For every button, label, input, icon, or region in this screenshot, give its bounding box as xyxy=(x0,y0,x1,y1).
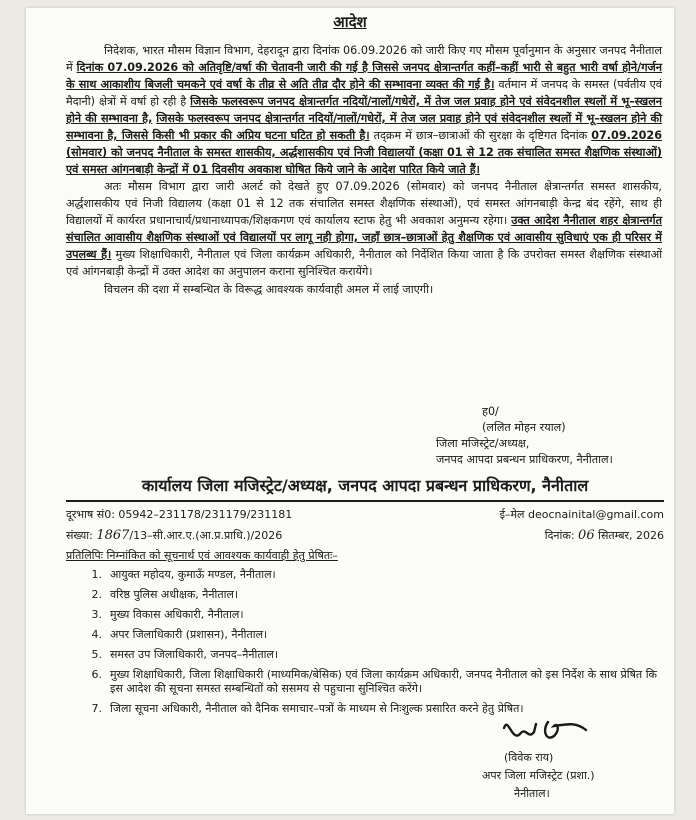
list-item-text: अपर जिलाधिकारी (प्रशासन), नैनीताल। xyxy=(110,628,268,641)
phone-number: दूरभाष सं0: 05942–231178/231179/231181 xyxy=(66,508,293,521)
list-item-number: 2. xyxy=(91,588,102,601)
para1-text-a: निदेशक, भारत मौसम विज्ञान विभाग, देहरादून द्वारा दिनांक 06.09.2026 को जारी किए गए मौसम पूर्वानुमान के अनुसार जनपद नैनीताल में xyxy=(66,44,662,74)
document-title: आदेश xyxy=(333,13,367,31)
list-item-text: समस्त उप जिलाधिकारी, जनपद–नैनीताल। xyxy=(110,648,279,661)
para1-text-d: तद्क्रम में छात्र–छात्राओं की सुरक्षा के दृष्टिगत दिनांक xyxy=(369,129,592,142)
list-item xyxy=(66,588,664,602)
list-item-text: वरिष्ठ पुलिस अधीक्षक, नैनीताल। xyxy=(110,588,239,601)
list-item-number: 4. xyxy=(91,628,102,641)
list-item xyxy=(66,648,664,662)
list-item-text: जिला सूचना अधिकारी, नैनीताल को दैनिक समाचार–पत्रों के माध्यम से निःशुल्क प्रसारित करने हेतु प्रेषित। xyxy=(110,702,524,715)
list-item-number: 1. xyxy=(91,568,102,581)
order-body xyxy=(66,42,662,298)
list-item-text: मुख्य विकास अधिकारी, नैनीताल। xyxy=(110,608,244,621)
list-item xyxy=(66,628,664,642)
dm-authority: जनपद आपदा प्रबन्धन प्राधिकरण, नैनीताल। xyxy=(436,453,613,466)
list-item-number: 3. xyxy=(91,608,102,621)
reference-label: संख्या: xyxy=(66,529,93,542)
office-heading: कार्यालय जिला मजिस्ट्रेट/अध्यक्ष, जनपद आपदा प्रबन्धन प्राधिकरण, नैनीताल xyxy=(66,474,664,502)
list-item xyxy=(66,668,664,696)
paragraph-3: विचलन की दशा में सम्बन्धित के विरूद्ध आवश्यक कार्यवाही अमल में लाई जाएगी। xyxy=(104,283,434,296)
list-item-number: 7. xyxy=(91,702,102,715)
adm-designation: अपर जिला मजिस्ट्रेट (प्रशा.) xyxy=(482,769,595,782)
contact-row xyxy=(66,507,664,522)
dm-name: (ललित मोहन रयाल) xyxy=(482,421,566,434)
date-handwritten-day: 06 xyxy=(578,528,595,543)
list-item xyxy=(66,608,664,622)
para2-text-a: अतः मौसम विभाग द्वारा जारी अलर्ट को देखते हुए 07.09.2026 (सोमवार) को जनपद नैनीताल क्षेत्रान्तर्गत समस्त शासकीय, अर्द्धशासकीय एवं निजी विद्यालय (कक्षा 01 से 12 तक संचालित समस्त शैक्षणिक संस्थाओं), एवं समस्त आंगनबाड़ी केन्द्र बंद रहेंगे, साथ ही विद्यालयों में कार्यरत प्रधानाचार्य/प्रधानाध्यापक/शिक्षकगण एवं कार्यालय स्टाफ हेतु भी अवकाश अनुमन्य रहेगा। xyxy=(66,180,662,227)
para1-underlined-warning: दिनांक 07.09.2026 को अतिवृष्टि/वर्षा की चेतावनी जारी की गई है जिससे जनपद क्षेत्रान्तर्गत कहीं–कहीं भारी से बहुत भारी वर्षा होने/गर्जन के साथ आकाशीय बिजली चमकने एवं वर्षा के तीव्र से अति तीव्र दौर होने की सम्भावना व्यक्त की गई है। xyxy=(66,61,663,91)
sd-mark: ह0/ xyxy=(482,405,499,418)
reference-number xyxy=(66,528,282,543)
paragraph-1 xyxy=(66,42,662,178)
handwritten-signature xyxy=(498,714,598,748)
adm-place: नैनीताल। xyxy=(514,787,550,800)
signature-block-adm xyxy=(482,749,672,803)
recipient-list xyxy=(66,568,664,722)
list-item-number: 5. xyxy=(91,648,102,661)
adm-name: (विवेक राय) xyxy=(504,751,554,764)
issue-date xyxy=(545,528,664,543)
para2-text-b: मुख्य शिक्षाधिकारी, नैनीताल एवं जिला कार्यक्रम अधिकारी, नैनीताल को निर्देशित किया जाता है कि उपरोक्त समस्त शैक्षणिक संस्थाओं एवं आंगनबाड़ी केन्द्रों में उक्त आदेश का अनुपालन कराना सुनिश्चित करायेंगे। xyxy=(66,248,663,278)
list-item-number: 6. xyxy=(91,668,102,681)
reference-handwritten-number: 1867 xyxy=(96,528,130,543)
reference-row xyxy=(66,528,664,543)
para1-underlined-landslide: जिसके फलस्वरूप जनपद क्षेत्रान्तर्गत नदियों/नालों/गधेरों, में तेज जल प्रवाह होने एवं संवेदनशील स्थलों में भू–स्खलन होने की सम्भावना है, xyxy=(66,95,662,125)
signature-block-dm xyxy=(436,404,672,468)
para1-text-b: वर्तमान में जनपद के समस्त (पर्वतीय एवं मैदानी) क्षेत्रों में वर्षा हो रही है xyxy=(66,78,663,108)
date-month-year: सितम्बर, 2026 xyxy=(598,529,664,542)
order-document xyxy=(26,8,674,814)
list-item-text: मुख्य शिक्षाधिकारी, जिला शिक्षाधिकारी (माध्यमिक/बेसिक) एवं जिला कार्यक्रम अधिकारी, जनपद नैनीताल को इस निर्देश के साथ प्रेषित कि इस आदेश की सूचना समस्त सम्बन्धितों को ससमय से पहुचाना सुनिश्चित करेंगे। xyxy=(110,668,657,695)
para1-underlined-holiday: 07.09.2026 (सोमवार) को जनपद नैनीताल के समस्त शासकीय, अर्द्धशासकीय एवं निजी विद्यालयों (कक्षा 01 से 12 तक संचालित समस्त शैक्षणिक संस्थाओं) एवं समस्त आंगनबाड़ी केन्द्रों में 01 दिवसीय अवकाश घोषित किये जाने के आदेश पारित किये जाते हैं। xyxy=(66,129,662,176)
dm-designation: जिला मजिस्ट्रेट/अध्यक्ष, xyxy=(436,437,530,450)
list-item xyxy=(66,568,664,582)
copy-to-line: प्रतिलिपिः निम्नांकित को सूचनार्थ एवं आवश्यक कार्यवाही हेतु प्रेषितः– xyxy=(66,549,338,562)
date-label: दिनांक: xyxy=(544,529,575,542)
para2-underlined-exception: उक्त आदेश नैनीताल शहर क्षेत्रान्तर्गत संचालित आवासीय शैक्षणिक संस्थाओं एवं विद्यालयों पर लागू नही होगा, जहाँ छात्र–छात्राओं हेतु शैक्षणिक एवं आवासीय सुविधाएं एक ही परिसर में उपलब्ध हैं। xyxy=(66,214,662,261)
paragraph-2 xyxy=(66,178,662,280)
para1-underlined-risk: जिसके फलस्वरूप जनपद क्षेत्रान्तर्गत नदियों/नालों/गधेरों, में तेज जल प्रवाह होने एवं संवेदनशील स्थलों में भू–स्खलन होने की सम्भावना है, जिससे किसी भी प्रकार की अप्रिय घटना घटित हो सकती है। xyxy=(66,112,662,142)
list-item-text: आयुक्त महोदय, कुमाऊँ मण्डल, नैनीताल। xyxy=(110,568,276,581)
email-address[interactable]: ई–मेल deocnainital@gmail.com xyxy=(499,508,664,521)
reference-suffix: /13–सी.आर.ए.(आ.प्र.प्राधि.)/2026 xyxy=(129,529,283,542)
